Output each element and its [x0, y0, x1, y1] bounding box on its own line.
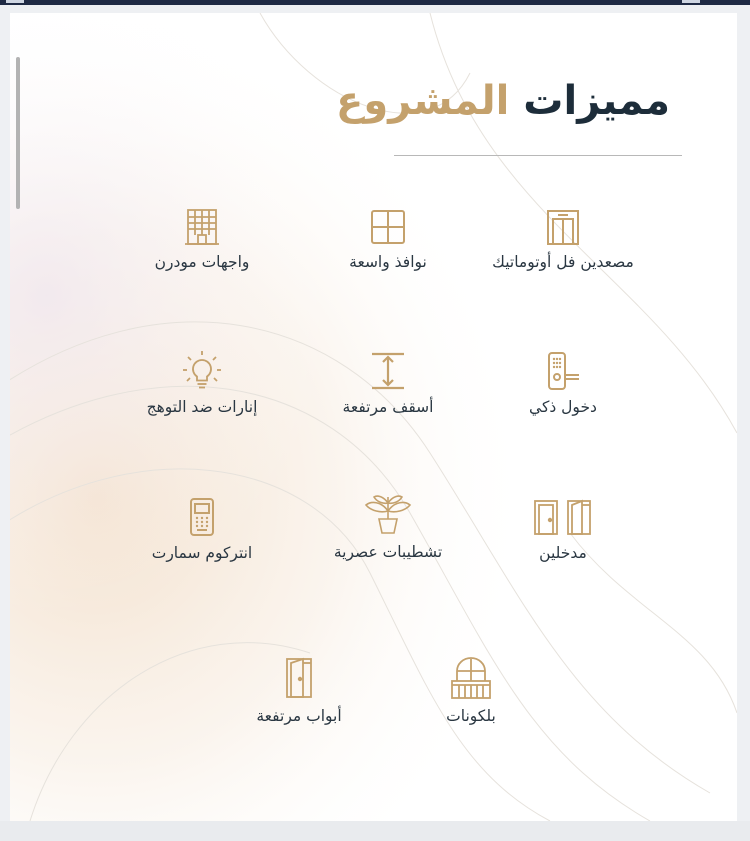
window-icon — [368, 207, 408, 247]
balcony-icon — [449, 655, 493, 701]
feature-modern-facades — [102, 207, 302, 271]
feature-elevators — [463, 207, 663, 271]
feature-modern-finishes — [288, 491, 488, 561]
feature-label: مدخلين — [539, 544, 587, 562]
feature-label: واجهات مودرن — [154, 253, 250, 271]
top-bar — [0, 0, 750, 5]
feature-high-ceilings — [288, 350, 488, 416]
feature-label: أبواب مرتفعة — [256, 707, 342, 725]
feature-label: تشطيبات عصرية — [333, 543, 443, 561]
bottom-strip — [0, 821, 750, 841]
door-icon — [279, 655, 319, 701]
light-bulb-icon — [180, 350, 224, 392]
feature-wide-windows — [288, 207, 488, 271]
feature-label: أسقف مرتفعة — [342, 398, 434, 416]
intercom-icon — [182, 496, 222, 538]
scrollbar-thumb[interactable] — [16, 57, 20, 209]
top-bar-mark-right — [682, 0, 700, 3]
features-card — [10, 13, 737, 821]
feature-label: دخول ذكي — [529, 398, 597, 416]
title-part-1: مميزات — [523, 78, 670, 124]
feature-label: انتركوم سمارت — [151, 544, 253, 562]
page-title — [336, 77, 670, 125]
title-part-2: المشروع — [336, 78, 510, 124]
feature-label: مصعدين فل أوتوماتيك — [492, 253, 634, 271]
feature-two-entrances — [463, 496, 663, 562]
elevator-icon — [543, 207, 583, 247]
smart-lock-icon — [543, 350, 583, 392]
feature-high-doors — [199, 655, 399, 725]
top-bar-mark-left — [6, 0, 24, 3]
ceiling-height-icon — [368, 350, 408, 392]
feature-label: نوافذ واسعة — [349, 253, 427, 271]
feature-label: بلكونات — [446, 707, 496, 725]
feature-smart-intercom — [102, 496, 302, 562]
feature-balconies — [371, 655, 571, 725]
building-icon — [182, 207, 222, 247]
plant-icon — [361, 491, 415, 537]
feature-anti-glare-lighting — [102, 350, 302, 416]
feature-label: إنارات ضد التوهج — [146, 398, 258, 416]
feature-smart-entry — [463, 350, 663, 416]
title-divider — [394, 155, 682, 156]
double-door-icon — [532, 496, 594, 538]
